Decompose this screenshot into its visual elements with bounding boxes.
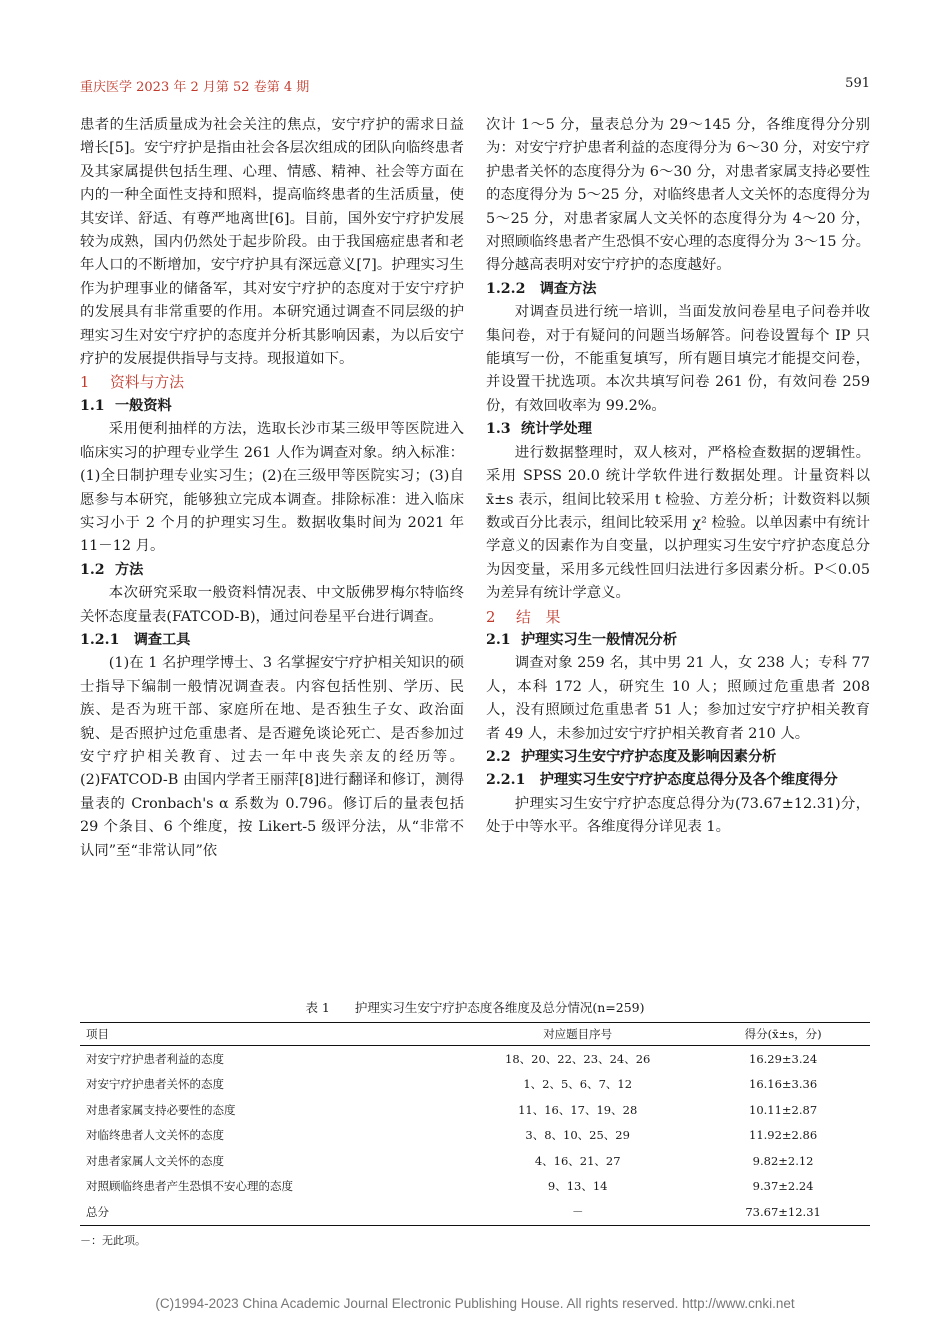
table-row xyxy=(80,1097,870,1123)
table-cell-score: 11.92±2.86 xyxy=(749,1128,818,1143)
subsubsection-title: 护理实习生安宁疗护态度总得分及各个维度得分 xyxy=(539,772,838,789)
subsection-heading-general-data xyxy=(80,395,464,418)
table-header-score: 得分(x̄±s，分) xyxy=(744,1027,822,1041)
table-cell-item: 对临终患者人文关怀的态度 xyxy=(86,1128,224,1143)
section-number: 2 xyxy=(486,608,496,626)
left-column xyxy=(80,114,464,863)
subsection-title: 方法 xyxy=(114,561,144,578)
table-header-item: 项目 xyxy=(86,1027,109,1041)
paragraph-tools-continued: 次计 1～5 分，量表总分为 29～145 分，各维度得分分别为：对安宁疗护患者利益的态度得分为 6～30 分，对安宁疗护患者关怀的态度得分为 6～30 分，对患者家属支持必要性的态度得分为 5～25 分，对临终患者人文关怀的态度得分为 5～25 分，对患者家属人文关怀的态度得分为 4～20 分，对照顾临终患者产生恐惧不安心理的态度得分为 3～15 分。得分越高表明对安宁疗护的态度越好。 xyxy=(486,117,870,274)
subsubsection-title: 调查方法 xyxy=(539,280,597,297)
section-title: 资料与方法 xyxy=(110,374,184,392)
table-note: －：无此项。 xyxy=(80,1233,146,1247)
table-row xyxy=(80,1174,870,1200)
subsection-number: 1.3 xyxy=(486,421,511,438)
subsection-title: 护理实习生一般情况分析 xyxy=(520,631,678,648)
section-title: 结 果 xyxy=(516,608,561,626)
subsection-heading-general-info xyxy=(486,629,870,652)
table-row xyxy=(80,1072,870,1098)
intro-paragraph: 患者的生活质量成为社会关注的焦点，安宁疗护的需求日益增长[5]。安宁疗护是指由社会各层次组成的团队向临终患者及其家属提供包括生理、心理、情感、精神、社会等方面在内的一种全面性支持和照料，提高临终患者的生活质量，使其安详、舒适、有尊严地离世[6]。目前，国外安宁疗护发展较为成熟，国内仍然处于起步阶段。由于我国癌症患者和老年人口的不断增加，安宁疗护具有深远意义[7]。护理实习生作为护理事业的储备军，其对安宁疗护的态度对于安宁疗护的发展具有非常重要的作用。本研究通过调查不同层级的护理实习生对安宁疗护的态度并分析其影响因素，为以后安宁疗护的发展提供指导与支持。现报道如下。 xyxy=(80,117,464,368)
table-row xyxy=(80,1123,870,1149)
table-cell-questions: 9、13、14 xyxy=(547,1179,608,1194)
subsection-number: 1.2 xyxy=(80,561,105,578)
subsubsection-number: 1.2.1 xyxy=(80,631,120,648)
copyright-footer: (C)1994-2023 China Academic Journal Electronic Publishing House. All rights reserved. http://www.cnki.net xyxy=(155,1296,795,1311)
table-cell-item: 总分 xyxy=(86,1204,109,1219)
table-cell-item: 对照顾临终患者产生恐惧不安心理的态度 xyxy=(86,1179,293,1194)
right-column xyxy=(486,114,870,840)
paragraph-general-info: 调查对象 259 名，其中男 21 人，女 238 人；专科 77 人，本科 172 人，研究生 10 人；照顾过危重患者 208 人，没有照顾过危重患者 51 人；参加过安宁疗护相关教育者 49 人，未参加过安宁疗护相关教育者 210 人。 xyxy=(486,655,870,742)
subsubsection-heading-scores xyxy=(486,769,870,792)
table-cell-item: 对患者家属人文关怀的态度 xyxy=(86,1153,224,1168)
subsection-heading-statistics xyxy=(486,418,870,441)
subsection-number: 1.1 xyxy=(80,397,105,414)
table-caption: 表 1 护理实习生安宁疗护态度各维度及总分情况(n=259) xyxy=(305,1000,645,1015)
page-header xyxy=(80,76,870,96)
subsection-title: 统计学处理 xyxy=(520,421,592,438)
section-number: 1 xyxy=(80,374,90,392)
table-cell-questions: 1、2、5、6、7、12 xyxy=(523,1077,633,1092)
subsection-number: 2.2 xyxy=(486,748,511,765)
table-cell-questions: 11、16、17、19、28 xyxy=(518,1102,638,1117)
subsection-title: 一般资料 xyxy=(114,397,172,414)
subsubsection-heading-survey-method xyxy=(486,278,870,301)
paragraph-statistics: 进行数据整理时，双人核对，严格检查数据的逻辑性。采用 SPSS 20.0 统计学软件进行数据处理。计量资料以 x̄±s 表示，组间比较采用 t 检验、方差分析；计数资料以频数或百分比表示，组间比较采用 χ² 检验。以单因素中有统计学意义的因素作为自变量，以护理实习生安宁疗护态度总分为因变量，采用多元线性回归法进行多因素分析。P＜0.05 为差异有统计学意义。 xyxy=(486,444,870,602)
table-cell-score: 9.37±2.24 xyxy=(752,1179,814,1194)
table-cell-score: 16.16±3.36 xyxy=(749,1077,818,1092)
paragraph-tools: (1)在 1 名护理学博士、3 名掌握安宁疗护相关知识的硕士指导下编制一般情况调查表。内容包括性别、学历、民族、是否为班干部、家庭所在地、是否独生子女、政治面貌、是否照护过危重患者、是否避免谈论死亡、是否参加过安宁疗护相关教育、过去一年中丧失亲友的经历等。(2)FATCOD-B 由国内学者王丽萍[8]进行翻译和修订，测得量表的 Cronbach's α 系数为 0.796。修订后的量表包括 29 个条目、6 个维度，按 Likert-5 级评分法，从“非常不认同”至“非常认同”依 xyxy=(80,655,464,859)
scores-table xyxy=(80,1022,870,1226)
table-header-questions: 对应题目序号 xyxy=(543,1027,613,1041)
paragraph-survey-method: 对调查员进行统一培训，当面发放问卷星电子问卷并收集问卷，对于有疑问的问题当场解答。问卷设置每个 IP 只能填写一份，不能重复填写，所有题目填完才能提交问卷，并设置干扰选项。本次共填写问卷 261 份，有效问卷 259 份，有效回收率为 99.2%。 xyxy=(486,304,870,414)
subsection-heading-methods xyxy=(80,559,464,582)
subsection-title: 护理实习生安宁疗护态度及影响因素分析 xyxy=(520,748,777,765)
table-cell-score: 16.29±3.24 xyxy=(749,1051,818,1066)
table-cell-score: 9.82±2.12 xyxy=(752,1153,814,1168)
table-cell-score: 73.67±12.31 xyxy=(745,1204,821,1219)
table-cell-questions: － xyxy=(571,1204,584,1219)
table-row xyxy=(80,1046,870,1072)
paragraph-methods: 本次研究采取一般资料情况表、中文版佛罗梅尔特临终关怀态度量表(FATCOD-B)，通过问卷星平台进行调查。 xyxy=(80,585,464,625)
table-cell-item: 对安宁疗护患者利益的态度 xyxy=(86,1051,224,1066)
table-header-row xyxy=(80,1023,870,1046)
section-heading-results xyxy=(486,606,870,629)
subsubsection-number: 2.2.1 xyxy=(486,772,526,789)
table-cell-item: 对安宁疗护患者关怀的态度 xyxy=(86,1077,224,1092)
section-heading-methods xyxy=(80,371,464,394)
table-cell-item: 对患者家属支持必要性的态度 xyxy=(86,1102,236,1117)
subsection-heading-attitude-analysis xyxy=(486,746,870,769)
table-cell-questions: 3、8、10、25、29 xyxy=(525,1128,630,1143)
subsection-number: 2.1 xyxy=(486,631,511,648)
table-1 xyxy=(80,998,870,1248)
table-cell-questions: 18、20、22、23、24、26 xyxy=(505,1051,651,1066)
page-number: 591 xyxy=(845,76,870,91)
subsubsection-title: 调查工具 xyxy=(133,631,191,648)
table-row-total xyxy=(80,1199,870,1225)
journal-title: 重庆医学 2023 年 2 月第 52 卷第 4 期 xyxy=(80,80,310,95)
subsubsection-number: 1.2.2 xyxy=(486,280,526,297)
table-cell-questions: 4、16、21、27 xyxy=(534,1153,621,1168)
table-row xyxy=(80,1148,870,1174)
paragraph-scores: 护理实习生安宁疗护态度总得分为(73.67±12.31)分，处于中等水平。各维度得分详见表 1。 xyxy=(486,795,870,836)
subsubsection-heading-tools xyxy=(80,629,464,652)
paragraph-general-data: 采用便利抽样的方法，选取长沙市某三级甲等医院进入临床实习的护理专业学生 261 人作为调查对象。纳入标准：(1)全日制护理专业实习生；(2)在三级甲等医院实习；(3)自愿参与本研究，能够独立完成本调查。排除标准：进入临床实习小于 2 个月的护理实习生。数据收集时间为 2021 年 11－12 月。 xyxy=(80,421,464,555)
table-cell-score: 10.11±2.87 xyxy=(749,1102,818,1117)
